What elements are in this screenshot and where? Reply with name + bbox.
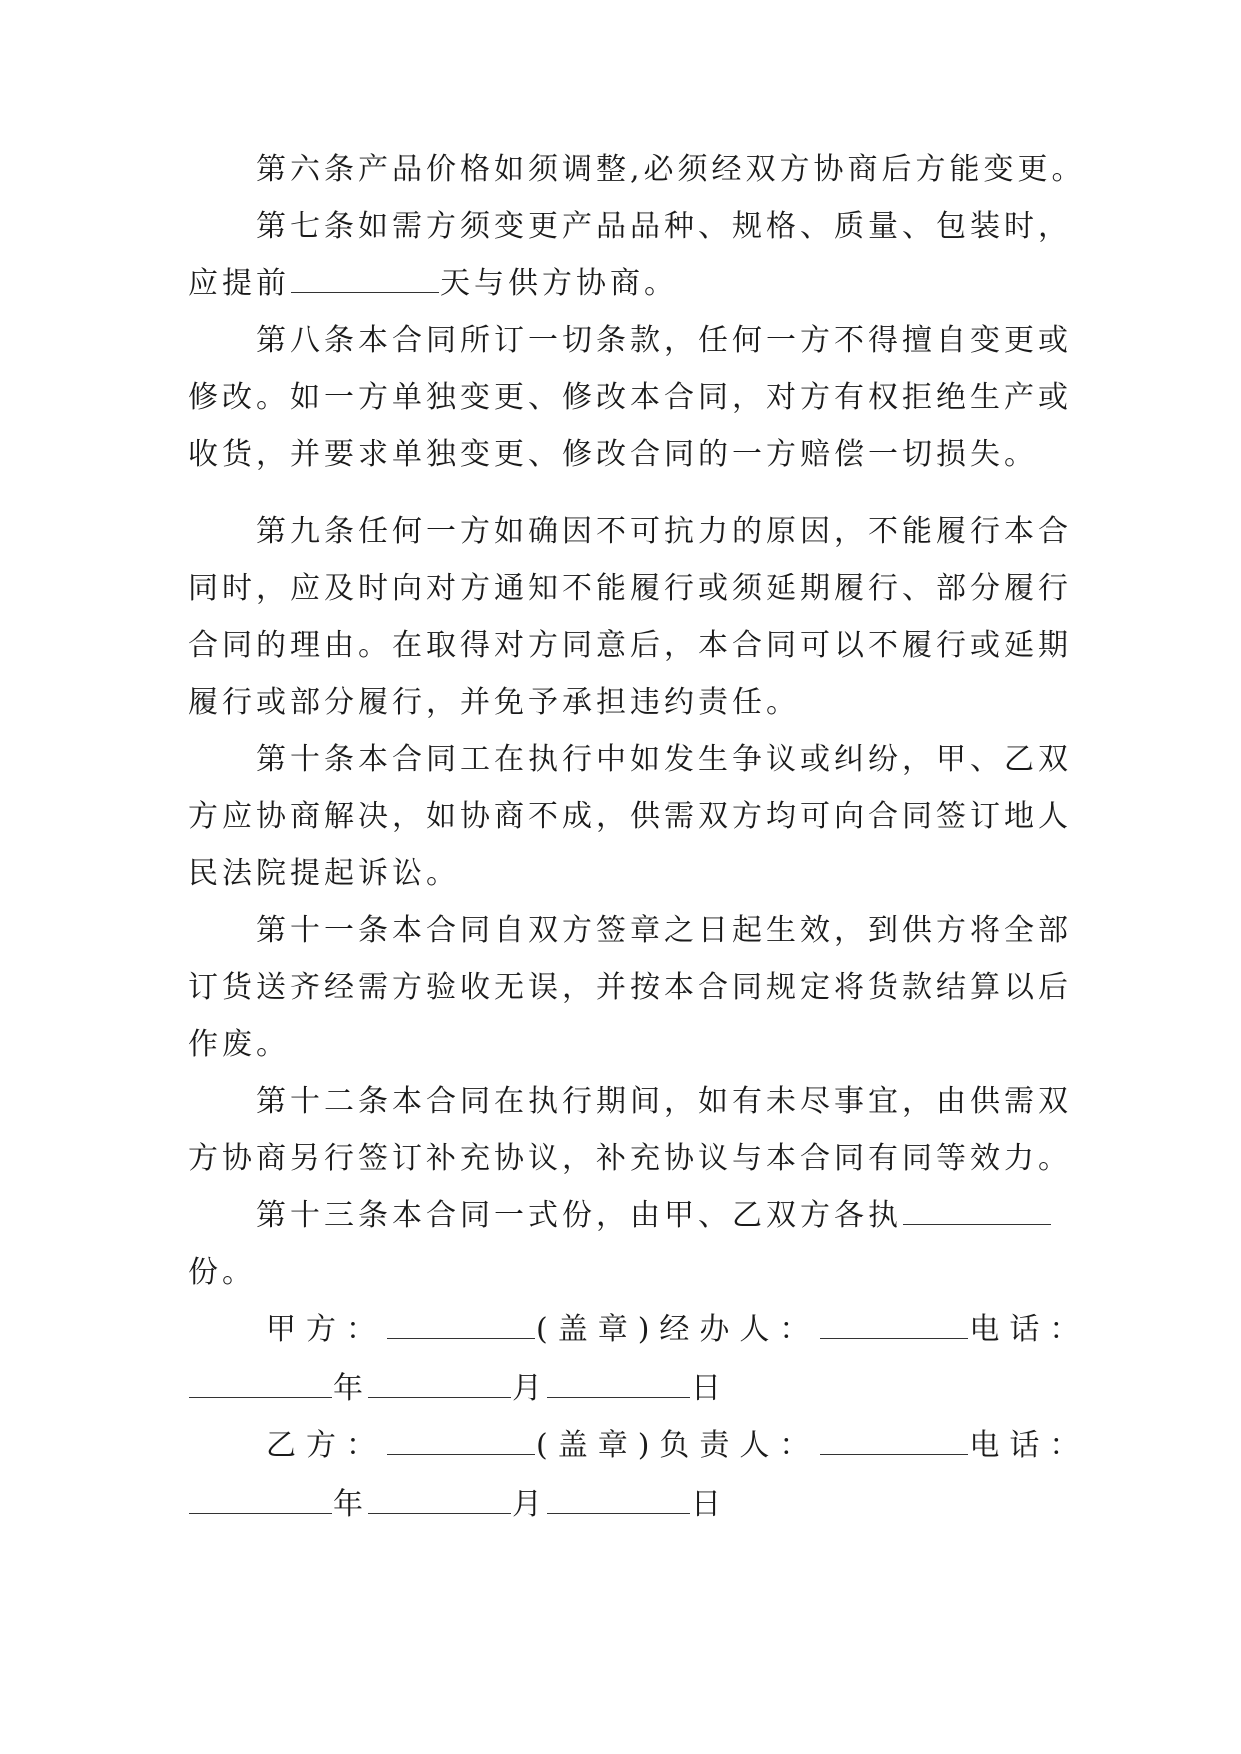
article-9-line-4 [188, 683, 800, 723]
month-blank[interactable] [368, 1485, 511, 1514]
text: 第十一条本合同自双方签章之日起生效，到供方将全部 [256, 913, 1072, 948]
article-9-line-2 [188, 569, 1072, 609]
day-label: 日 [691, 1371, 725, 1406]
party-a-date-line [188, 1369, 725, 1409]
day-label: 日 [691, 1487, 725, 1522]
article-11-line-1 [256, 911, 1072, 951]
responsible-label: 负责人： [659, 1428, 820, 1463]
article-7-line-1 [256, 207, 1072, 247]
text: 第九条任何一方如确因不可抗力的原因，不能履行本合 [256, 514, 1072, 549]
year-blank[interactable] [189, 1369, 332, 1398]
party-b-line [266, 1426, 1089, 1466]
article-8-line-2 [188, 378, 1072, 418]
day-blank[interactable] [547, 1485, 690, 1514]
agent-blank[interactable] [820, 1310, 968, 1339]
article-12-line-1 [256, 1082, 1072, 1122]
article-10-line-2 [188, 797, 1072, 837]
party-a-line [266, 1310, 1089, 1350]
seal-label: (盖章) [536, 1312, 660, 1347]
article-13-line-2 [188, 1253, 256, 1293]
party-b-label: 乙方： [266, 1428, 386, 1463]
text: 民法院提起诉讼。 [188, 856, 460, 891]
article-11-line-2 [188, 968, 1072, 1008]
month-blank[interactable] [368, 1369, 511, 1398]
article-8-line-3 [188, 435, 1038, 475]
text: 方协商另行签订补充协议，补充协议与本合同有同等效力。 [188, 1141, 1072, 1176]
article-8-line-1 [256, 321, 1072, 361]
text: 天与供方协商。 [440, 266, 678, 301]
text: 第八条本合同所订一切条款，任何一方不得擅自变更或 [256, 323, 1072, 358]
article-7-line-2 [188, 264, 678, 304]
agent-label: 经办人： [659, 1312, 820, 1347]
copies-blank[interactable] [903, 1196, 1051, 1225]
seal-label: (盖章) [536, 1428, 660, 1463]
text: 第十条本合同工在执行中如发生争议或纠纷，甲、乙双 [256, 742, 1072, 777]
party-a-label: 甲方： [266, 1312, 386, 1347]
year-label: 年 [333, 1371, 367, 1406]
text: 同时，应及时向对方通知不能履行或须延期履行、部分履行 [188, 571, 1072, 606]
text: 修改。如一方单独变更、修改本合同，对方有权拒绝生产或 [188, 380, 1072, 415]
party-b-date-line [188, 1485, 725, 1525]
day-blank[interactable] [547, 1369, 690, 1398]
text: 作废。 [188, 1027, 290, 1062]
party-b-name-blank[interactable] [387, 1426, 535, 1455]
days-blank[interactable] [291, 264, 439, 293]
responsible-blank[interactable] [820, 1426, 968, 1455]
text: 合同的理由。在取得对方同意后，本合同可以不履行或延期 [188, 628, 1072, 663]
text: 第十二条本合同在执行期间，如有未尽事宜，由供需双 [256, 1084, 1072, 1119]
text: 份。 [188, 1255, 256, 1290]
text: 第六条产品价格如须调整,必须经双方协商后方能变更。 [256, 152, 1086, 187]
article-9-line-3 [188, 626, 1072, 666]
year-blank[interactable] [189, 1485, 332, 1514]
text: 履行或部分履行，并免予承担违约责任。 [188, 685, 800, 720]
text: 方应协商解决，如协商不成，供需双方均可向合同签订地人 [188, 799, 1072, 834]
article-11-line-3 [188, 1025, 290, 1065]
phone-label: 电话： [969, 1312, 1090, 1347]
article-12-line-2 [188, 1139, 1072, 1179]
article-13-line-1 [256, 1196, 1052, 1236]
article-6-line-1 [256, 150, 1086, 190]
year-label: 年 [333, 1487, 367, 1522]
text: 第七条如需方须变更产品品种、规格、质量、包装时， [256, 209, 1072, 244]
month-label: 月 [512, 1487, 546, 1522]
text: 收货，并要求单独变更、修改合同的一方赔偿一切损失。 [188, 437, 1038, 472]
month-label: 月 [512, 1371, 546, 1406]
text: 应提前 [188, 266, 290, 301]
text: 订货送齐经需方验收无误，并按本合同规定将货款结算以后 [188, 970, 1072, 1005]
text: 第十三条本合同一式份，由甲、乙双方各执 [256, 1198, 902, 1233]
article-10-line-3 [188, 854, 460, 894]
phone-label: 电话： [969, 1428, 1090, 1463]
party-a-name-blank[interactable] [387, 1310, 535, 1339]
article-9-line-1 [256, 512, 1072, 552]
article-10-line-1 [256, 740, 1072, 780]
